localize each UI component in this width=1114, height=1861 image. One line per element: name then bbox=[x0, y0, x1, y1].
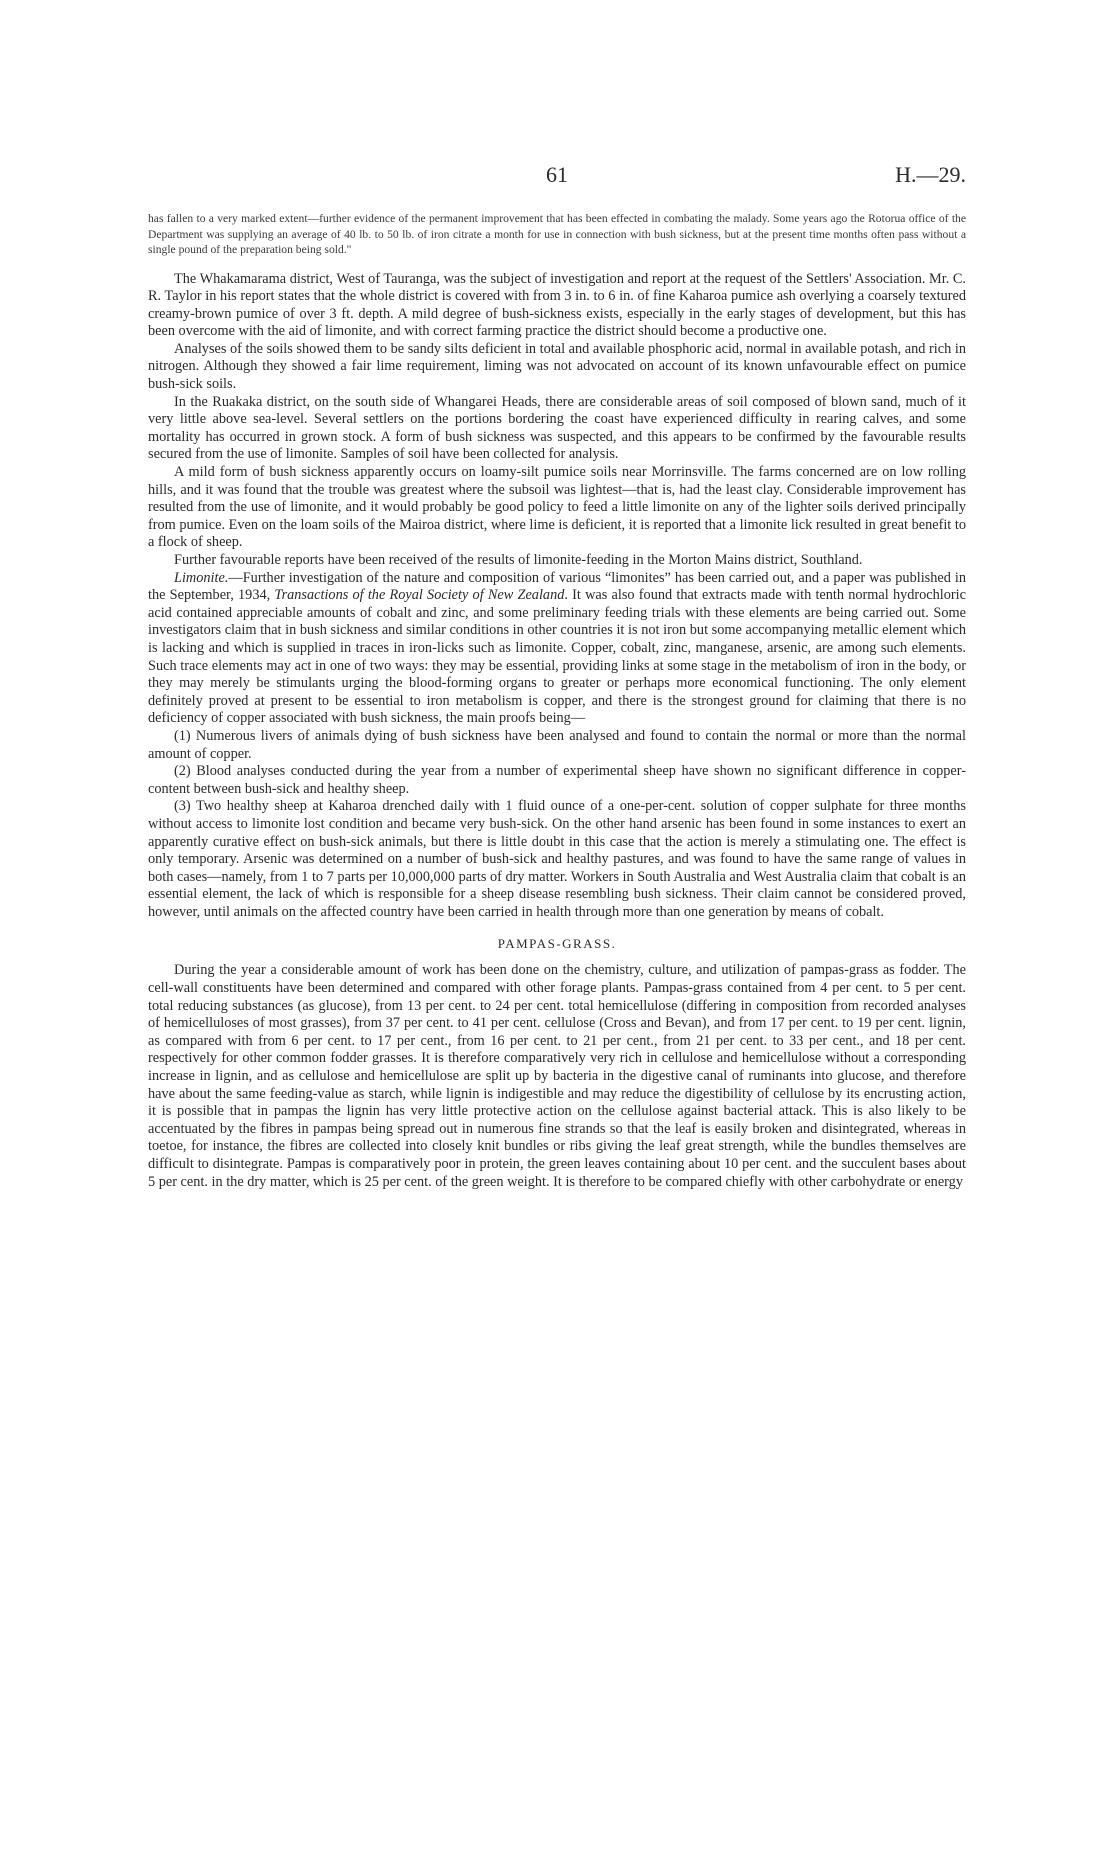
quoted-passage: has fallen to a very marked extent—further evidence of the permanent improvement that has been effected in combating the malady. Some years ago the Rotorua office of the Department was supplying an average of 40 lb. to 50 lb. of iron citrate a month for use in connection with bush sickness, but at the present time months often pass without a single pound of the preparation being sold." bbox=[148, 212, 966, 256]
paragraph-whakamarama: The Whakamarama district, West of Tauranga, was the subject of investigation and report at the request of the Settlers' Association. Mr. C. R. Taylor in his report states that the whole district is covered with from 3 in. to 6 in. of fine Kaharoa pumice ash overlying a coarsely textured creamy-brown pumice of over 3 ft. depth. A mild degree of bush-sickness exists, especially in the early stages of development, but this has been overcome with the aid of limonite, and with correct farming practice the district should become a productive one. bbox=[148, 270, 966, 340]
proof-item: (3) Two healthy sheep at Kaharoa drenched daily with 1 fluid ounce of a one-per-cent. solution of copper sulphate for three months without access to limonite lost condition and became very bush-sick. On the other hand arsenic has been found in some instances to exert an apparently curative effect on bush-sick animals, but there is little doubt in this case that the action is merely a stimulating one. The effect is only temporary. Arsenic was determined on a number of bush-sick and healthy pastures, and was found to have the same range of values in both cases—namely, from 1 to 7 parts per 10,000,000 parts of dry matter. Workers in South Australia and West Australia claim that cobalt is an essential element, the lack of which is responsible for a sheep disease resembling bush sickness. Their claim cannot be considered proved, however, until animals on the affected country have been carried in health through more than one generation by means of cobalt. bbox=[148, 798, 966, 920]
limonite-heading: Limonite. bbox=[174, 569, 229, 586]
section-heading-pampas: PAMPAS-GRASS. bbox=[497, 936, 617, 952]
journal-title: Transactions of the Royal Society of New Zealand bbox=[274, 587, 565, 604]
paragraph-soil-analyses: Analyses of the soils showed them to be sandy silts deficient in total and available phosphoric acid, normal in available potash, and rich in nitrogen. Although they showed a fair lime requirement, liming was not advocated on account of its known unfavourable effect on pumice bush-sick soils. bbox=[148, 340, 966, 393]
paragraph-morton-mains: Further favourable reports have been received of the results of limonite-feeding in the Morton Mains district, Southland. bbox=[174, 552, 863, 568]
page-body bbox=[148, 211, 966, 1191]
limonite-text-2: . It was also found that extracts made with tenth normal hydrochloric acid contained appreciable amounts of cobalt and zinc, and some preliminary feeding trials with these elements are being carried out. Some investigators claim that in bush sickness and similar conditions in other countries it is not iron but some accompanying metallic element which is lacking and which is supplied in traces in iron-licks such as limonite. Copper, cobalt, zinc, manganese, arsenic, are among such elements. Such trace elements may act in one of two ways: they may be essential, providing links at some stage in the metabolism of iron in the body, or they may merely be stimulants urging the blood-forming organs to greater or perhaps more economical functioning. The only element definitely proved at present to be essential to iron metabolism is copper, and there is the strongest ground for claiming that there is no deficiency of copper associated with bush sickness, the main proofs being— bbox=[148, 587, 966, 727]
paragraph-ruakaka: In the Ruakaka district, on the south side of Whangarei Heads, there are considerable areas of soil composed of blown sand, much of it very little above sea-level. Several settlers on the portions bordering the coast have experienced difficulty in rearing calves, and some mortality has occurred in grown stock. A form of bush sickness was suspected, and this appears to be confirmed by the favourable results secured from the use of limonite. Samples of soil have been collected for analysis. bbox=[148, 393, 966, 463]
paragraph-morrinsville: A mild form of bush sickness apparently occurs on loamy-silt pumice soils near Morrinsville. The farms concerned are on low rolling hills, and it was found that the trouble was greatest where the subsoil was lightest—that is, had the least clay. Considerable improvement has resulted from the use of limonite, and it would probably be good policy to feed a little limonite on any of the lighter soils derived principally from pumice. Even on the loam soils of the Mairoa district, where lime is deficient, it is reported that a limonite lick resulted in great benefit to a flock of sheep. bbox=[148, 464, 966, 551]
paragraph-limonite bbox=[148, 570, 966, 728]
page-number: 61 bbox=[546, 162, 568, 187]
limonite-text-1: —Further investigation of the nature and composition of various “limonites” has been carried out, and a paper was published in the September, 1934, bbox=[148, 569, 966, 604]
proof-item: (1) Numerous livers of animals dying of bush sickness have been analysed and found to contain the normal or more than the normal amount of copper. bbox=[148, 727, 966, 762]
paragraph-pampas: During the year a considerable amount of work has been done on the chemistry, culture, and utilization of pampas-grass as fodder. The cell-wall constituents have been determined and compared with other forage plants. Pampas-grass contained from 4 per cent. to 5 per cent. total reducing substances (as glucose), from 13 per cent. to 24 per cent. total hemicellulose (differing in composition from recorded analyses of hemicelluloses of most grasses), from 37 per cent. to 41 per cent. cellulose (Cross and Bevan), and from 17 per cent. to 19 per cent. lignin, as compared with from 6 per cent. to 17 per cent., from 16 per cent. to 21 per cent., from 21 per cent. to 33 per cent., and 18 per cent. respectively for other common fodder grasses. It is therefore comparatively very rich in cellulose and hemicellulose without a corresponding increase in lignin, and as cellulose and hemicellulose are split up by bacteria in the digestive canal of ruminants into glucose, and therefore have about the same feeding-value as starch, while lignin is indigestible and may reduce the digestibility of cellulose by its encrusting action, it is possible that in pampas the lignin has very little protective action on the cellulose against bacterial attack. This is also likely to be accentuated by the fibres in pampas being spread out in numerous fine strands so that the leaf is easily broken and disintegrated, whereas in toetoe, for instance, the fibres are collected into closely knit bundles or ribs giving the leaf great strength, while the bundles themselves are difficult to disintegrate. Pampas is comparatively poor in protein, the green leaves containing about 10 per cent. and the succulent bases about 5 per cent. in the dry matter, which is 25 per cent. of the green weight. It is therefore to be compared chiefly with other carbohydrate or energy bbox=[148, 962, 966, 1190]
proof-item: (2) Blood analyses conducted during the year from a number of experimental sheep have shown no significant difference in copper-content between bush-sick and healthy sheep. bbox=[148, 763, 966, 797]
document-reference: H.—29. bbox=[895, 162, 966, 187]
